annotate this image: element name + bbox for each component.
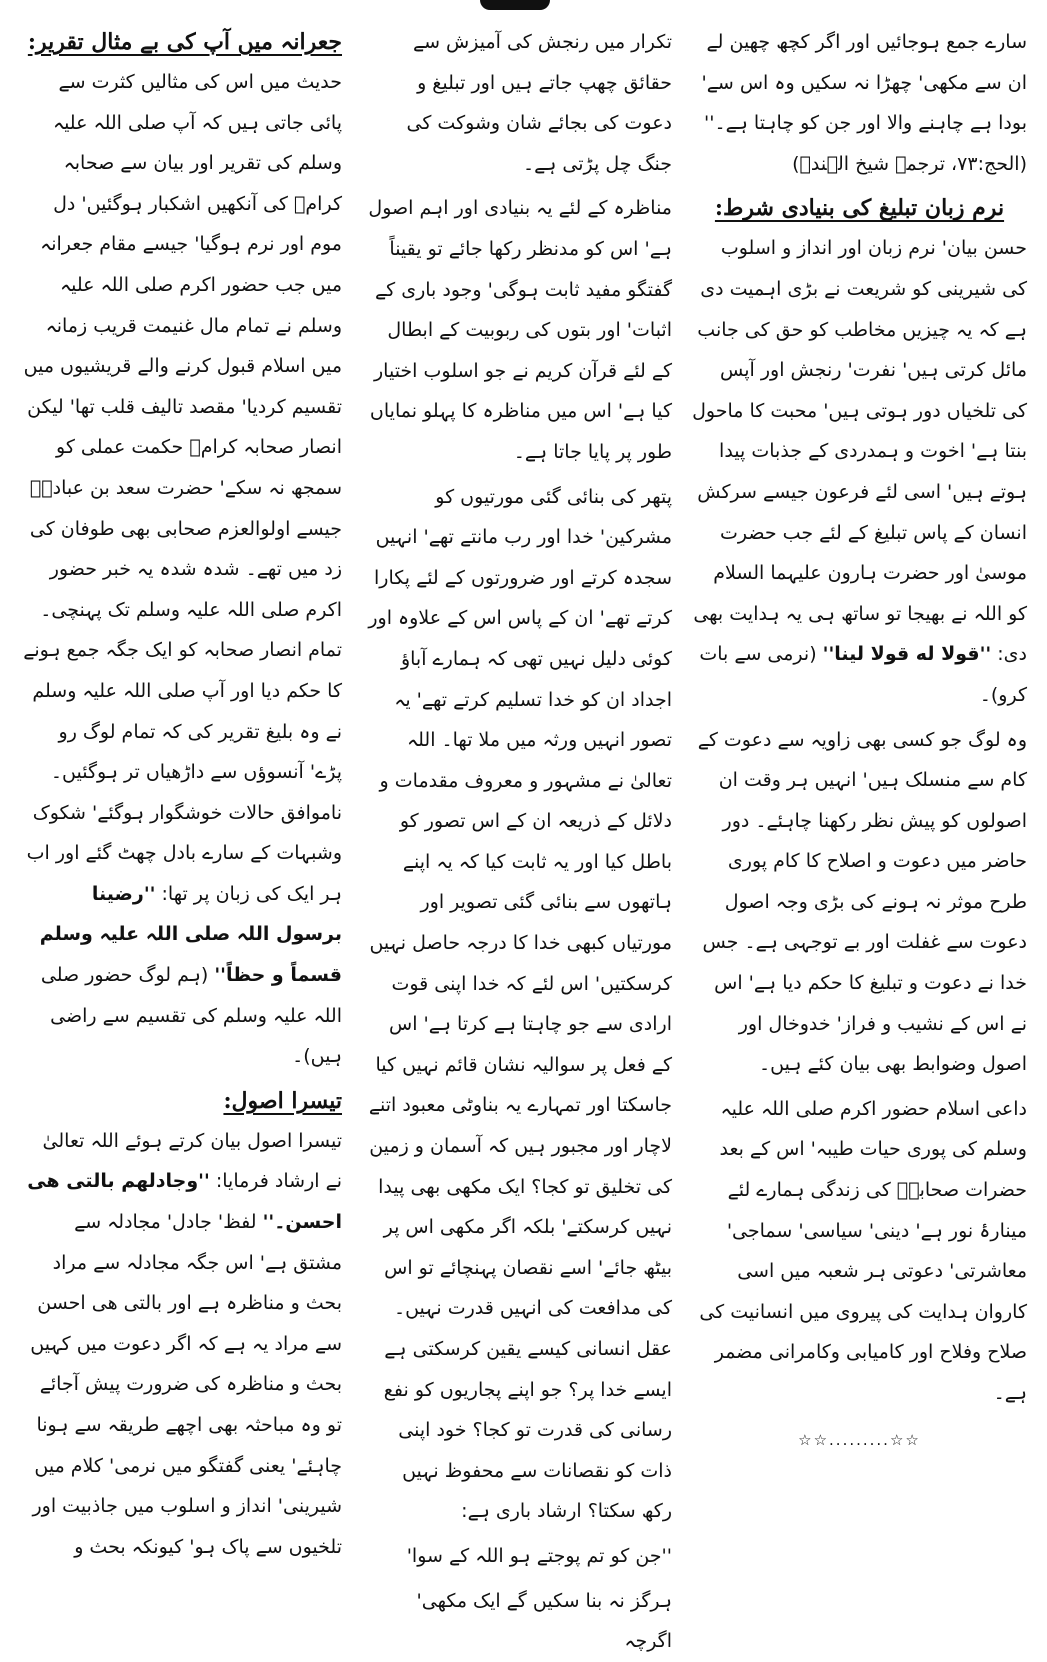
column-middle bbox=[350, 22, 686, 1653]
section-heading-soft-speech: نرم زبان تبلیغ کی بنیادی شرط: bbox=[714, 195, 1005, 222]
paragraph bbox=[22, 1121, 342, 1568]
paragraph bbox=[22, 62, 342, 1077]
paragraph-text: لفظ' جادل' مجادلہ سے مشتق ہے' اس جگہ مجادلہ سے مراد بحث و مناظرہ ہے اور بالتی هی احسن سے مراد یہ ہے کہ اگر دعوت میں کہیں بحث و مناظرہ کی ضرورت پیش آجائے تو وہ مباحثہ بھی اچھے طریقہ سے ہونا چاہئے' یعنی گفتگو میں نرمی' کلام میں شیرینی' انداز و اسلوب میں جاذبیت اور تلخیوں سے پاک ہو' کیونکہ بحث و bbox=[30, 1211, 342, 1558]
quran-translation-line: ہرگز نہ بنا سکیں گے ایک مکھی' اگرچہ bbox=[416, 1589, 672, 1653]
arabic-quote: ''وجادلهم بالتی هی احسن۔'' bbox=[27, 1170, 342, 1234]
paragraph: داعی اسلام حضور اکرم صلی اللہ علیہ وسلم کی پوری حیات طیبہ' اس کے بعد حضرات صحابہؓ کی زندگی ہمارے لئے مینارۂ نور ہے' دینی' سیاسی' سماجی' معاشرتی' دعوتی ہر شعبہ میں اسی کاروان ہدایت کی پیروی میں انسانیت کی صلاح وفلاح اور کامیابی وکامرانی مضمر ہے۔ bbox=[699, 1097, 1027, 1404]
paragraph: وہ لوگ جو کسی بھی زاویہ سے دعوت کے کام سے منسلک ہیں' انہیں ہر وقت ان اصولوں کو پیش نظر رکھنا چاہئے۔ دور حاضر میں دعوت و اصلاح کا کام پوری طرح موثر نہ ہونے کی بڑی وجہ اصول دعوت سے غفلت اور بے توجہی ہے۔ جس خدا نے دعوت و تبلیغ کا حکم دیا ہے' اس نے اس کے نشیب و فراز' خدوخال اور اصول وضوابط بھی بیان کئے ہیں۔ bbox=[697, 728, 1027, 1076]
arabic-quote: ''رضینا برسول اللہ صلی اللہ علیہ وسلم قسماً و حظاً'' bbox=[39, 882, 342, 987]
article-page bbox=[6, 22, 1041, 1653]
header-ornament bbox=[480, 0, 550, 10]
column-left bbox=[686, 22, 1041, 1449]
section-heading-third-principle: تیسرا اصول: bbox=[223, 1087, 342, 1114]
end-of-article-stars: ☆☆.........☆☆ bbox=[798, 1430, 921, 1449]
paragraph: مناظرہ کے لئے یہ بنیادی اور اہم اصول ہے' اس کو مدنظر رکھا جائے تو یقیناً گفتگو مفید ثابت ہوگی' وجود باری کے اثبات' اور بتوں کی ربوبیت کے ابطال کے لئے قرآن کریم نے جو اسلوب اختیار کیا ہے' اس میں مناظرہ کا پہلو نمایاں طور پر پایا جاتا ہے۔ bbox=[368, 197, 672, 463]
quran-translation-line: ''جن کو تم پوجتے ہو اللہ کے سوا' bbox=[406, 1544, 672, 1567]
paragraph-text: حدیث میں اس کی مثالیں کثرت سے پائی جاتی ہیں کہ آپ صلی اللہ علیہ وسلم کی تقریر اور بیان سے صحابہ کرامؓ کی آنکھیں اشکبار ہوگئیں' دل موم اور نرم ہوگیا' جیسے مقام جعرانہ میں جب حضور اکرم صلی اللہ علیہ وسلم نے تمام مال غنیمت قریب زمانہ میں اسلام قبول کرنے والے قریشیوں میں تقسیم کردیا' مقصد تالیف قلب تھا' لیکن انصار صحابہ کرامؓ حکمت عملی کو سمجھ نہ سکے' حضرت سعد بن عبادہؓ جیسے اولوالعزم صحابی بھی طوفان کی زد میں تھے۔ شدہ شدہ یہ خبر حضور اکرم صلی اللہ علیہ وسلم تک پہنچی۔ تمام انصار صحابہ کو ایک جگہ جمع ہونے کا حکم دیا اور آپ صلی اللہ علیہ وسلم نے وہ بلیغ تقریر کی کہ تمام لوگ رو پڑے' آنسوؤں سے داڑھیاں تر ہوگئیں۔ ناموافق حالات خوشگوار ہوگئے' شکوک وشبہات کے سارے بادل چھٹ گئے اور اب ہر ایک کی زبان پر تھا: bbox=[23, 71, 342, 905]
column-right bbox=[6, 22, 350, 1558]
paragraph-text: تیسرا اصول بیان کرتے ہوئے اللہ تعالیٰ نے ارشاد فرمایا: bbox=[42, 1129, 342, 1193]
paragraph: سارے جمع ہوجائیں اور اگر کچھ چھین لے ان سے مکھی' چھڑا نہ سکیں وہ اس سے' بودا ہے چاہنے والا اور جن کو چاہتا ہے۔'' (الحج:۷۳، ترجمہ شیخ الہندؒ) bbox=[701, 31, 1027, 175]
paragraph: پتھر کی بنائی گئی مورتیوں کو مشرکین' خدا اور رب مانتے تھے' انہیں سجدہ کرتے اور ضرورتوں کے لئے پکارا کرتے تھے' ان کے پاس اس کے علاوہ اور کوئی دلیل نہیں تھی کہ ہمارے آباؤ اجداد ان کو خدا تسلیم کرتے تھے' یہ تصور انہیں ورثہ میں ملا تھا۔ اللہ تعالیٰ نے مشہور و معروف مقدمات و دلائل کے ذریعہ ان کے اس تصور کو باطل کیا اور یہ ثابت کیا کہ یہ اپنے ہاتھوں سے بنائی گئی تصویر اور مورتیاں کبھی خدا کا درجہ حاصل نہیں کرسکتیں' اس لئے کہ خدا اپنی قوت ارادی سے جو چاہتا ہے کرتا ہے' اس کے فعل پر سوالیہ نشان قائم نہیں کیا جاسکتا اور تمہارے یہ بناوٹی معبود اتنے لاچار اور مجبور ہیں کہ آسمان و زمین کی تخلیق تو کجا؟ ایک مکھی بھی پیدا نہیں کرسکتے' بلکہ اگر مکھی اس پر بیٹھ جائے' اسے نقصان پہنچائے تو اس کی مدافعت کی انہیں قدرت نہیں۔ عقل انسانی کیسے یقین کرسکتی ہے ایسے خدا پر؟ جو اپنے پجاریوں کو نفع رسانی کی قدرت تو کجا؟ خود اپنی ذات کو نقصانات سے محفوظ نہیں رکھ سکتا؟ ارشاد باری ہے: bbox=[368, 485, 672, 1523]
paragraph bbox=[692, 228, 1027, 715]
paragraph-text: (ہم لوگ حضور صلی اللہ علیہ وسلم کی تقسیم سے راضی ہیں)۔ bbox=[40, 964, 342, 1068]
arabic-quote: ''قولا له قولا لینا'' bbox=[822, 643, 992, 666]
paragraph: تکرار میں رنجش کی آمیزش سے حقائق چھپ جاتے ہیں اور تبلیغ و دعوت کی بجائے شان وشوکت کی جنگ چل پڑتی ہے۔ bbox=[406, 31, 672, 175]
paragraph-text: حسن بیان' نرم زبان اور انداز و اسلوب کی شیرینی کو شریعت نے بڑی اہمیت دی ہے کہ یہ چیزیں مخاطب کو حق کی جانب مائل کرتی ہیں' نفرت' رنجش اور آپس کی تلخیاں دور ہوتی ہیں' محبت کا ماحول بنتا ہے' اخوت و ہمدردی کے جذبات پیدا ہوتے ہیں' اسی لئے فرعون جیسے سرکش انسان کے پاس تبلیغ کے لئے جب حضرت موسیٰ اور حضرت ہارون علیہما السلام کو اللہ نے بھیجا تو ساتھ ہی یہ ہدایت بھی دی: bbox=[692, 237, 1027, 666]
section-heading-jirana: جعرانہ میں آپ کی بے مثال تقریر: bbox=[27, 29, 342, 55]
paragraph-text: (نرمی سے بات کرو)۔ bbox=[699, 643, 1027, 706]
